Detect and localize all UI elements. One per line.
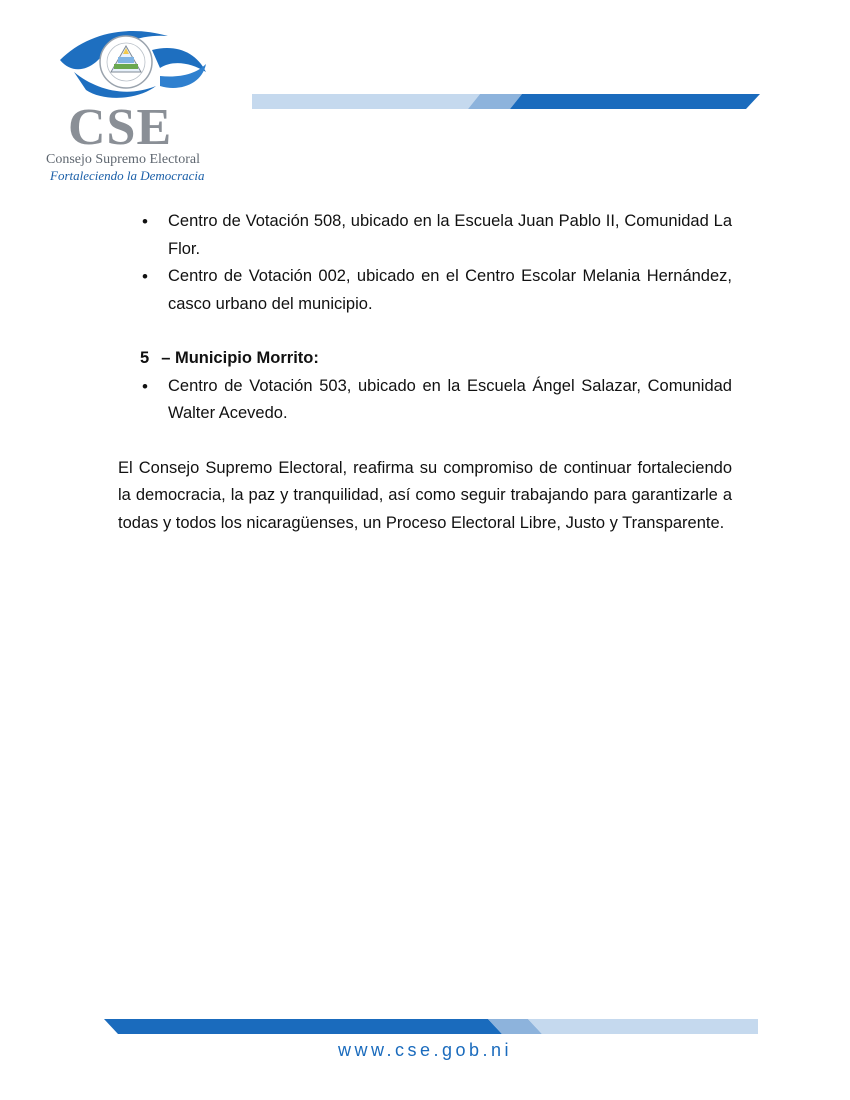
morrito-voting-centers-list <box>118 373 732 428</box>
footer-website-link[interactable]: www.cse.gob.ni <box>337 1040 513 1060</box>
closing-paragraph: El Consejo Supremo Electoral, reafirma su compromiso de continuar fortaleciendo la democracia, la paz y tranquilidad, así como seguir trabajando para garantizarle a todas y todos los nicaragüenses, un Proceso Electoral Libre, Justo y Transparente. <box>118 458 732 532</box>
footer-band <box>104 1019 760 1034</box>
list-item: • Centro de Votación 002, ubicado en el Centro Escolar Melania Hernández, casco urbano del municipio. <box>118 263 732 318</box>
cse-logo <box>44 28 224 188</box>
logo-acronym: CSE <box>68 99 173 156</box>
list-item: • Centro de Votación 508, ubicado en la Escuela Juan Pablo II, Comunidad La Flor. <box>118 208 732 263</box>
voting-centers-list <box>118 208 732 318</box>
list-item: • Centro de Votación 503, ubicado en la Escuela Ángel Salazar, Comunidad Walter Acevedo. <box>118 373 732 428</box>
header-band <box>252 94 762 109</box>
document-body <box>118 208 732 554</box>
section-number: 5 <box>140 349 150 367</box>
nicaragua-emblem-waves-icon <box>56 28 206 108</box>
section-heading-municipio-morrito <box>140 345 732 373</box>
section-title: – Municipio Morrito: <box>161 349 319 367</box>
logo-slogan: Fortaleciendo la Democracia <box>50 168 205 183</box>
logo-organization-name: Consejo Supremo Electoral <box>46 152 200 167</box>
